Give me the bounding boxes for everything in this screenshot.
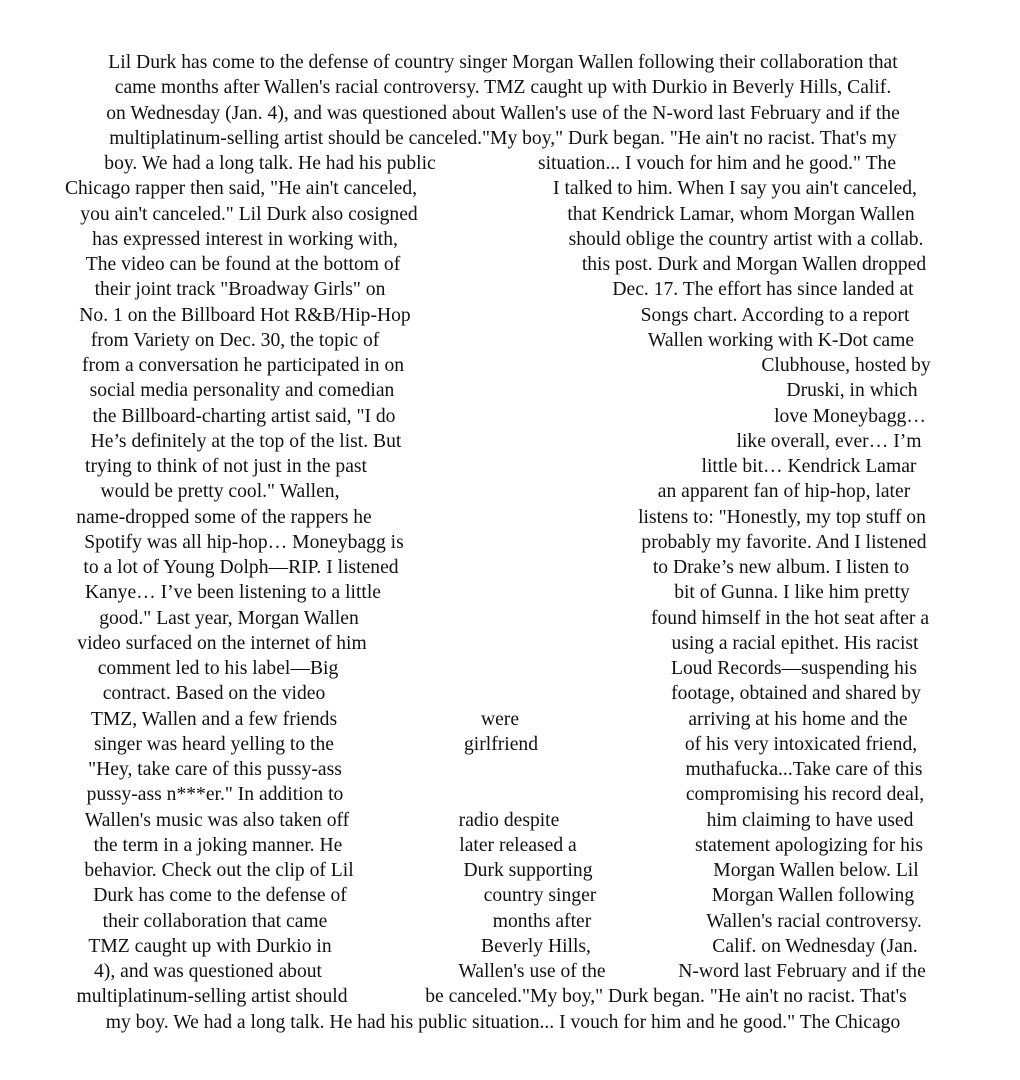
text-line-segment: of his very intoxicated friend, (684, 733, 918, 755)
text-line-segment: footage, obtained and shared by (671, 683, 921, 705)
text-line-segment: Wallen's music was also taken off (84, 809, 350, 831)
text-line-segment: Kanye… I’ve been listening to a little (85, 582, 381, 604)
text-line-segment: that Kendrick Lamar, whom Morgan Wallen (567, 203, 915, 225)
text-line-segment: the Billboard-charting artist said, "I do (92, 405, 396, 427)
text-line-segment: trying to think of not just in the past (85, 456, 367, 477)
text-line-segment: probably my favorite. And I listened (641, 531, 927, 553)
text-line-segment: Beverly Hills, (481, 935, 591, 957)
text-line-segment: good." Last year, Morgan Wallen (99, 607, 359, 629)
text-line-segment: Dec. 17. The effort has since landed at (612, 279, 914, 301)
text-line-segment: name-dropped some of the rappers he (76, 506, 372, 528)
text-line-segment: were (480, 708, 520, 730)
text-line-segment: multiplatinum-selling artist should (76, 986, 348, 1008)
text-line-segment: radio despite (458, 809, 560, 831)
text-line-segment: to Drake’s new album. I listen to (652, 557, 910, 578)
text-line-segment: listens to: "Honestly, my top stuff on (638, 506, 926, 528)
text-line-segment: situation... I vouch for him and he good." The (537, 153, 897, 174)
text-line-segment: muthafucka...Take care of this (685, 759, 923, 780)
text-line-segment: boy. We had a long talk. He had his public (104, 153, 436, 174)
text-line-segment: No. 1 on the Billboard Hot R&B/Hip-Hop (79, 304, 411, 326)
text-line-segment: Wallen working with K-Dot came (647, 329, 915, 351)
text-line-segment: their joint track "Broadway Girls" on (94, 279, 386, 301)
text-line-segment: country singer (483, 885, 597, 907)
text-line-segment: found himself in the hot seat after a (650, 607, 930, 629)
text-line-segment: their collaboration that came (102, 910, 328, 932)
text-line-segment: an apparent fan of hip-hop, later (657, 481, 911, 503)
text-line-segment: Durk has come to the defense of (93, 885, 347, 907)
text-line-segment: I talked to him. When I say you ain't canceled, (553, 178, 917, 200)
text-line-segment: TMZ caught up with Durkio in (88, 935, 332, 957)
text-line-segment: behavior. Check out the clip of Lil (84, 860, 354, 881)
text-line-segment: TMZ, Wallen and a few friends (90, 708, 338, 730)
text-line-segment: bit of Gunna. I like him pretty (674, 582, 910, 604)
text-line-segment: from a conversation he participated in on (81, 355, 405, 376)
text-line-segment: Lil Durk has come to the defense of country singer Morgan Wallen following their collaboration that (108, 52, 898, 73)
text-line-segment: from Variety on Dec. 30, the topic of (90, 329, 380, 351)
text-line-segment: Durk supporting (463, 860, 593, 881)
text-line-segment: Calif. on Wednesday (Jan. (712, 935, 918, 957)
text-line-segment: Loud Records—suspending his (671, 658, 917, 679)
text-line-segment: arriving at his home and the (688, 708, 908, 730)
text-line-segment: N-word last February and if the (678, 961, 926, 982)
text-line-segment: Morgan Wallen following (711, 885, 915, 907)
text-line-segment: comment led to his label—Big (97, 658, 339, 679)
text-line-segment: to a lot of Young Dolph—RIP. I listened (83, 557, 399, 578)
text-line-segment: this post. Durk and Morgan Wallen dropped (581, 254, 927, 275)
text-line-segment: the term in a joking manner. He (93, 834, 343, 856)
text-line-segment: my boy. We had a long talk. He had his public situation... I vouch for him and he good." The Chicago (105, 1011, 901, 1033)
text-line-segment: He’s definitely at the top of the list. But (90, 430, 402, 452)
text-line-segment: months after (492, 910, 592, 932)
text-line-segment: multiplatinum-selling artist should be canceled."My boy," Durk began. "He ain't no racist. That's my (109, 127, 897, 149)
text-line-segment: should oblige the country artist with a collab. (568, 228, 924, 250)
text-line-segment: later released a (459, 834, 577, 856)
text-line-segment: would be pretty cool." Wallen, (100, 481, 340, 503)
text-line-segment: contract. Based on the video (102, 683, 326, 705)
text-line-segment: Songs chart. According to a report (640, 304, 910, 326)
text-line-segment: Clubhouse, hosted by (761, 355, 931, 376)
text-line-segment: video surfaced on the internet of him (77, 632, 367, 654)
text-line-segment: statement apologizing for his (695, 834, 923, 856)
text-line-segment: him claiming to have used (706, 809, 914, 831)
text-line-segment: like overall, ever… I’m (736, 430, 922, 452)
text-line-segment: love Moneybagg… (774, 405, 926, 427)
text-line-segment: using a racial epithet. His racist (671, 632, 919, 654)
text-line-segment: girlfriend (464, 733, 538, 755)
text-line-segment: singer was heard yelling to the (94, 733, 334, 755)
text-line-segment: on Wednesday (Jan. 4), and was questioned about Wallen's use of the N-word last February and if the (106, 102, 900, 124)
text-line-segment: has expressed interest in working with, (92, 228, 398, 250)
text-line-segment: The video can be found at the bottom of (85, 254, 401, 275)
text-line-segment: little bit… Kendrick Lamar (701, 456, 917, 477)
text-line-segment: pussy-ass n***er." In addition to (86, 784, 344, 806)
text-line-segment: compromising his record deal, (685, 784, 925, 806)
text-line-segment: 4), and was questioned about (94, 961, 322, 982)
text-line-segment: Spotify was all hip-hop… Moneybagg is (84, 531, 404, 553)
text-line-segment: Chicago rapper then said, "He ain't canceled, (64, 178, 418, 200)
text-line-segment: Wallen's use of the (458, 961, 606, 982)
text-line-segment: Wallen's racial controversy. (706, 910, 922, 932)
text-line-segment: "Hey, take care of this pussy-ass (88, 759, 342, 780)
text-line-segment: Druski, in which (786, 380, 918, 402)
text-line-segment: you ain't canceled." Lil Durk also cosigned (80, 203, 418, 225)
text-line-segment: social media personality and comedian (89, 380, 395, 402)
text-line-segment: came months after Wallen's racial controversy. TMZ caught up with Durkio in Beverly Hills, Calif. (114, 77, 892, 99)
text-line-segment: be canceled."My boy," Durk began. "He ain't no racist. That's (425, 986, 907, 1008)
text-line-segment: Morgan Wallen below. Lil (713, 860, 919, 881)
